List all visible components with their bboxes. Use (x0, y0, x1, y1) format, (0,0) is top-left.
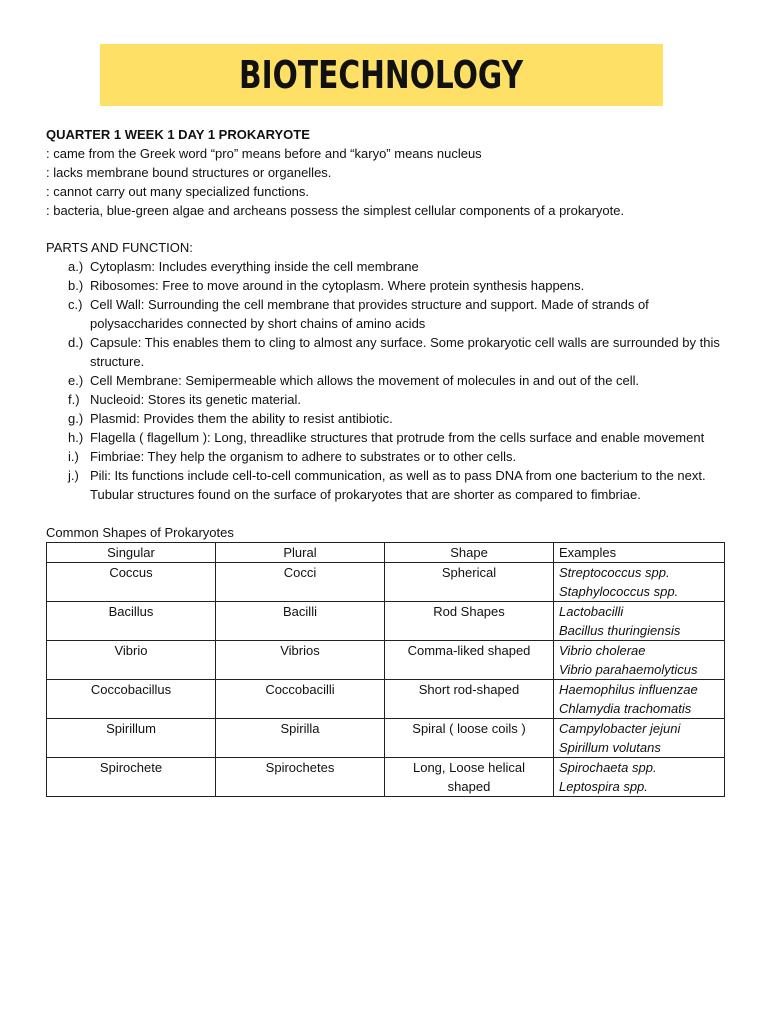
list-item-text: Capsule: This enables them to cling to almost any surface. Some prokaryotic cell walls are surrounded by this structure. (90, 335, 720, 369)
cell-plural: Spirilla (216, 719, 385, 758)
list-item-text: Ribosomes: Free to move around in the cytoplasm. Where protein synthesis happens. (90, 278, 585, 293)
cell-examples (554, 602, 725, 641)
list-item-text: Flagella ( flagellum ): Long, threadlike structures that protrude from the cells surface and enable movement (90, 430, 705, 445)
table-caption: Common Shapes of Prokaryotes (46, 525, 234, 540)
example-species: Vibrio parahaemolyticus (559, 662, 698, 677)
list-marker: d.) (68, 335, 84, 350)
table-row (47, 563, 725, 602)
list-item (46, 466, 726, 504)
list-item-text: Fimbriae: They help the organism to adhere to substrates or to other cells. (90, 449, 517, 464)
list-item (46, 428, 726, 447)
cell-singular: Coccus (47, 563, 216, 602)
list-marker: j.) (68, 468, 79, 483)
example-species: Staphylococcus spp. (559, 584, 679, 599)
document-body (46, 125, 726, 797)
section-heading-prokaryote: QUARTER 1 WEEK 1 DAY 1 PROKARYOTE (46, 127, 310, 142)
cell-singular: Vibrio (47, 641, 216, 680)
intro-line: : came from the Greek word “pro” means before and “karyo” means nucleus (46, 146, 482, 161)
list-item (46, 333, 726, 371)
list-marker: a.) (68, 259, 84, 274)
page-title: BIOTECHNOLOGY (239, 52, 524, 97)
list-item (46, 276, 726, 295)
parts-list (46, 257, 726, 504)
example-species: Spirillum volutans (559, 740, 661, 755)
intro-line: : cannot carry out many specialized functions. (46, 184, 310, 199)
cell-examples (554, 641, 725, 680)
shapes-table (46, 542, 725, 797)
example-species: Spirochaeta spp. (559, 760, 657, 775)
list-item (46, 371, 726, 390)
table-row (47, 758, 725, 797)
list-marker: b.) (68, 278, 84, 293)
example-species: Bacillus thuringiensis (559, 623, 681, 638)
list-item-text: Nucleoid: Stores its genetic material. (90, 392, 301, 407)
column-header-plural: Plural (216, 543, 385, 563)
list-marker: e.) (68, 373, 84, 388)
list-item (46, 447, 726, 466)
table-row (47, 680, 725, 719)
cell-singular: Coccobacillus (47, 680, 216, 719)
cell-examples (554, 680, 725, 719)
table-header-row (47, 543, 725, 563)
example-species: Streptococcus spp. (559, 565, 670, 580)
cell-plural: Cocci (216, 563, 385, 602)
list-marker: c.) (68, 297, 83, 312)
list-marker: f.) (68, 392, 80, 407)
column-header-singular: Singular (47, 543, 216, 563)
parts-heading: PARTS AND FUNCTION: (46, 240, 193, 255)
list-marker: i.) (68, 449, 79, 464)
column-header-shape: Shape (385, 543, 554, 563)
example-species: Chlamydia trachomatis (559, 701, 692, 716)
cell-shape: Spherical (385, 563, 554, 602)
cell-examples (554, 719, 725, 758)
example-species: Campylobacter jejuni (559, 721, 681, 736)
example-species: Vibrio cholerae (559, 643, 646, 658)
cell-examples (554, 563, 725, 602)
list-marker: h.) (68, 430, 84, 445)
cell-shape: Short rod-shaped (385, 680, 554, 719)
list-item-text: Pili: Its functions include cell-to-cell communication, as well as to pass DNA from one bacterium to the next. Tubular structures found on the surface of prokaryotes that are shorter as compared to fimbriae. (90, 468, 706, 502)
cell-plural: Spirochetes (216, 758, 385, 797)
cell-shape: Long, Loose helical shaped (385, 758, 554, 797)
cell-plural: Bacilli (216, 602, 385, 641)
example-species: Haemophilus influenzae (559, 682, 698, 697)
cell-shape: Spiral ( loose coils ) (385, 719, 554, 758)
cell-singular: Spirochete (47, 758, 216, 797)
column-header-examples: Examples (554, 543, 725, 563)
cell-examples (554, 758, 725, 797)
cell-plural: Vibrios (216, 641, 385, 680)
example-species: Leptospira spp. (559, 779, 648, 794)
list-marker: g.) (68, 411, 84, 426)
cell-plural: Coccobacilli (216, 680, 385, 719)
table-row (47, 641, 725, 680)
example-species: Lactobacilli (559, 604, 624, 619)
list-item (46, 409, 726, 428)
list-item-text: Cell Wall: Surrounding the cell membrane that provides structure and support. Made of strands of polysaccharides connected by short chains of amino acids (90, 297, 649, 331)
cell-shape: Rod Shapes (385, 602, 554, 641)
list-item (46, 257, 726, 276)
list-item-text: Plasmid: Provides them the ability to resist antibiotic. (90, 411, 393, 426)
intro-line: : lacks membrane bound structures or organelles. (46, 165, 332, 180)
list-item-text: Cytoplasm: Includes everything inside the cell membrane (90, 259, 419, 274)
cell-shape: Comma-liked shaped (385, 641, 554, 680)
list-item (46, 390, 726, 409)
list-item-text: Cell Membrane: Semipermeable which allows the movement of molecules in and out of the cell. (90, 373, 640, 388)
title-banner (100, 44, 663, 106)
list-item (46, 295, 726, 333)
table-row (47, 719, 725, 758)
cell-singular: Bacillus (47, 602, 216, 641)
intro-line: : bacteria, blue-green algae and archeans possess the simplest cellular components of a prokaryote. (46, 203, 625, 218)
table-row (47, 602, 725, 641)
cell-singular: Spirillum (47, 719, 216, 758)
